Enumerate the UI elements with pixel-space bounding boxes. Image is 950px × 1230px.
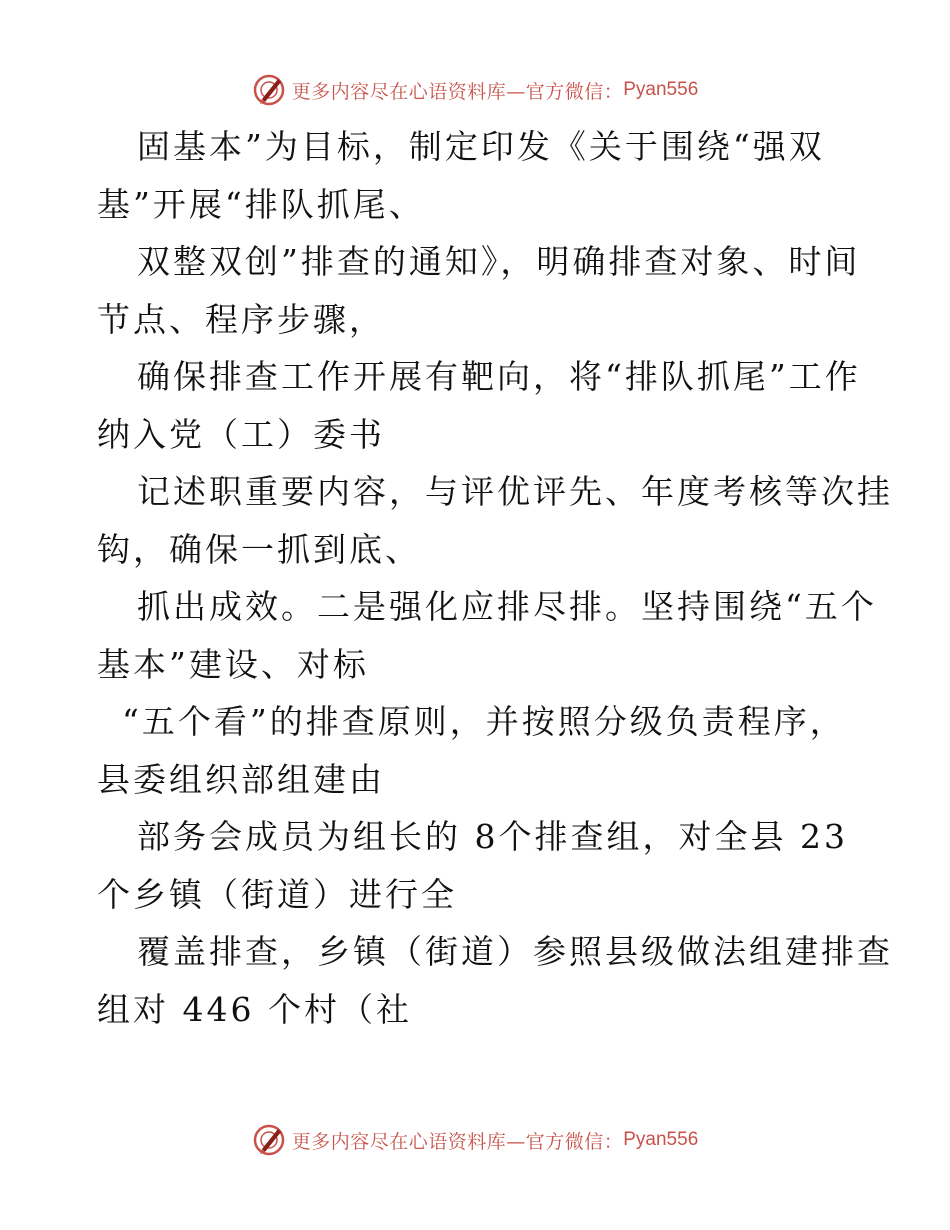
body-line: 纳入党（工）委书 (97, 414, 385, 454)
document-body (97, 118, 893, 1038)
body-line: 组对 446 个村（社 (97, 989, 412, 1029)
watermark-text: 更多内容尽在心语资料库—官方微信： (291, 80, 624, 103)
footer-watermark (0, 1120, 950, 1160)
body-line: 节点、程序步骤， (97, 299, 385, 339)
body-line: 双整双创”排查的通知》，明确排查对象、时间 (137, 242, 861, 281)
body-line: 基本”建设、对标 (97, 644, 369, 684)
body-line: 抓出成效。二是强化应排尽排。坚持围绕“五个 (137, 587, 877, 626)
watermark-wechat-id: Pyan556 (623, 79, 699, 100)
body-line: 基”开展“排队抓尾、 (97, 184, 425, 224)
body-line: 记述职重要内容，与评优评先、年度考核等次挂 (137, 472, 893, 511)
body-line: 个乡镇（街道）进行全 (97, 874, 457, 914)
pen-logo-icon (252, 1123, 286, 1157)
body-line: 固基本”为目标，制定印发《关于围绕“强双 (137, 127, 825, 166)
watermark-wechat-id: Pyan556 (623, 1129, 699, 1150)
body-line: 钩，确保一抓到底、 (97, 529, 421, 569)
body-line: 县委组织部组建由 (97, 759, 385, 799)
body-line: 部务会成员为组长的 8个排查组，对全县 23 (137, 817, 848, 856)
pen-logo-icon (252, 73, 286, 107)
watermark-text: 更多内容尽在心语资料库—官方微信： (291, 1130, 624, 1153)
body-line: 覆盖排查，乡镇（街道）参照县级做法组建排查 (137, 932, 893, 971)
body-line: 确保排查工作开展有靶向，将“排队抓尾”工作 (137, 357, 861, 396)
header-watermark (0, 70, 950, 110)
body-line: “五个看”的排查原则，并按照分级负责程序， (122, 702, 846, 741)
